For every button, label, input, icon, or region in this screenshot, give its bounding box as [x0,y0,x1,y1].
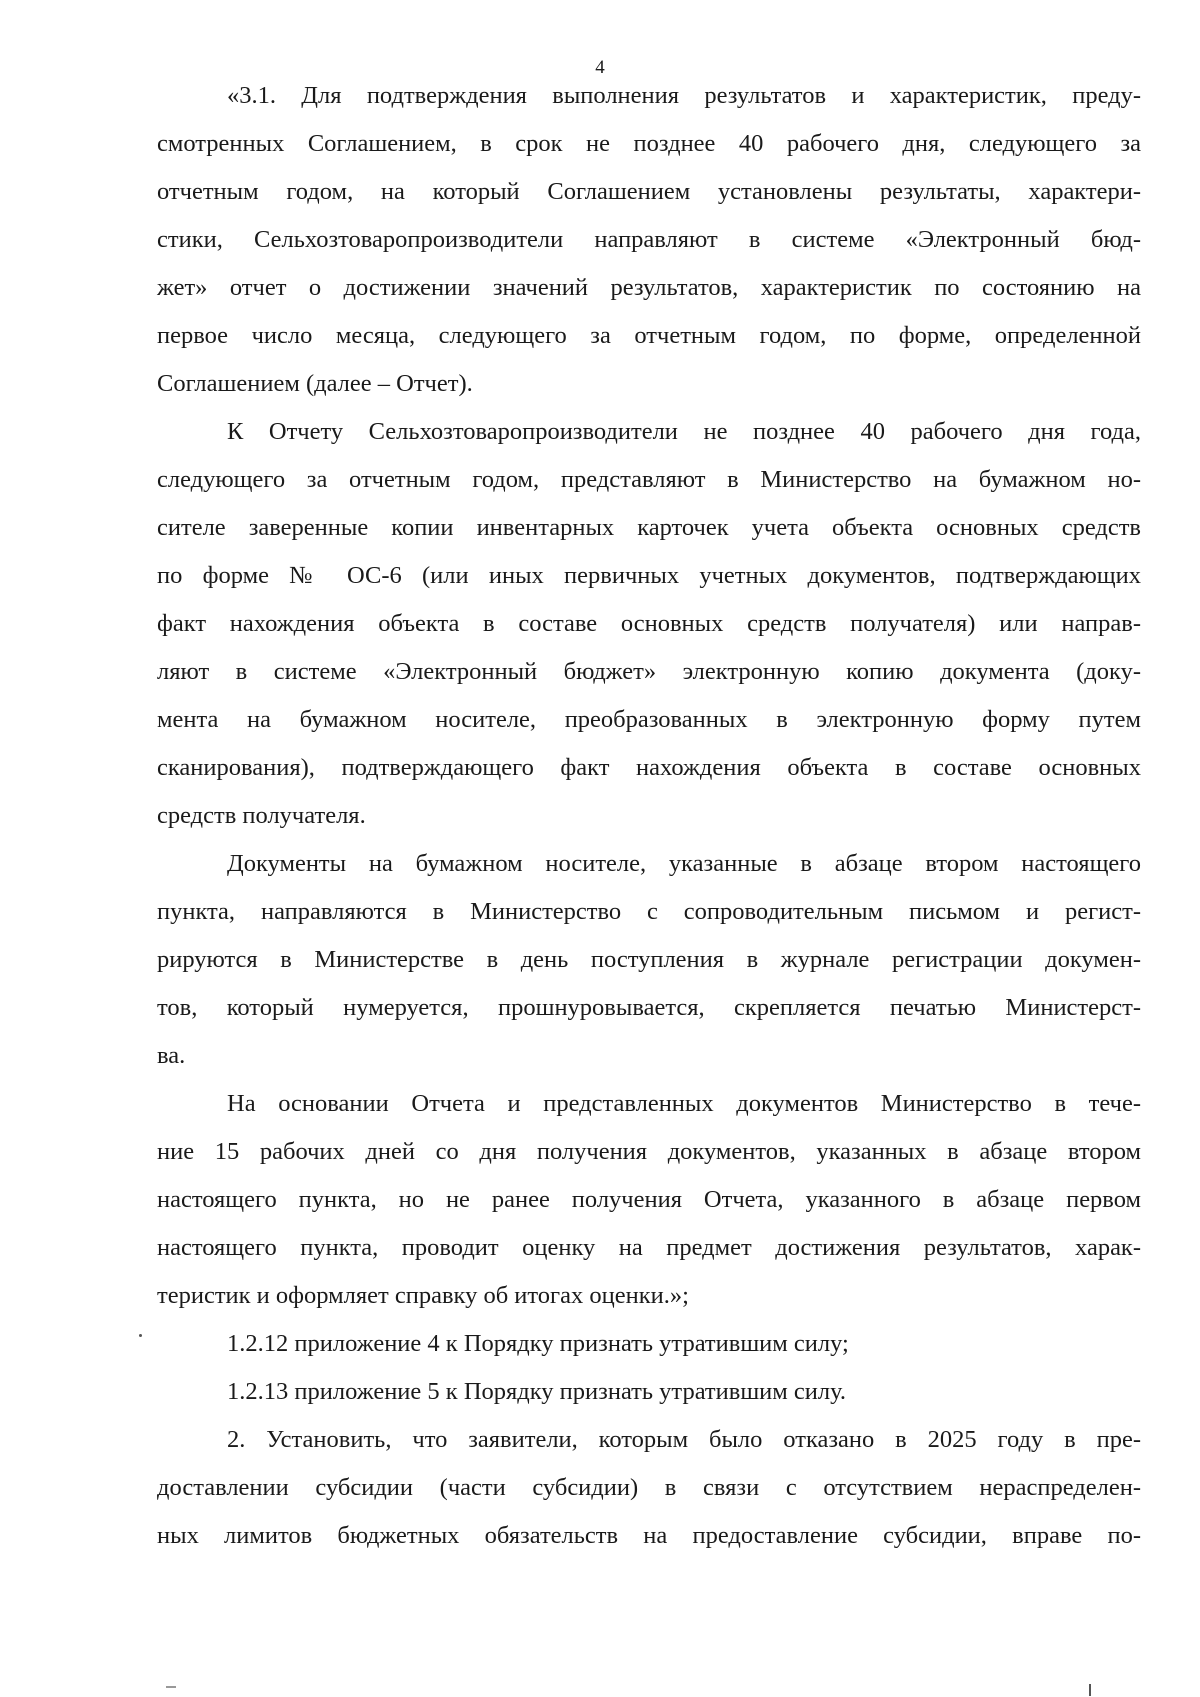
text-line: следующего за отчетным годом, представляют в Министерство на бумажном но- [157,466,1141,493]
text-line: ва. [157,1042,186,1069]
scan-speck [1089,1684,1091,1696]
text-line: Документы на бумажном носителе, указанные в абзаце втором настоящего [227,850,1141,877]
text-line: ляют в системе «Электронный бюджет» электронную копию документа (доку- [157,658,1141,685]
scan-speck [139,1334,142,1337]
text-line: ние 15 рабочих дней со дня получения документов, указанных в абзаце втором [157,1138,1141,1165]
text-line: по форме № ОС-6 (или иных первичных учетных документов, подтверждающих [157,562,1141,589]
text-line: доставлении субсидии (части субсидии) в связи с отсутствием нераспределен- [157,1474,1141,1501]
paragraph [157,408,1141,840]
paragraph [157,1416,1141,1560]
paragraph [157,1320,1141,1368]
document-body [157,72,1141,1560]
text-line: отчетным годом, на который Соглашением установлены результаты, характери- [157,178,1141,205]
paragraph [157,1368,1141,1416]
text-line: настоящего пункта, но не ранее получения Отчета, указанного в абзаце первом [157,1186,1141,1213]
text-line: тов, который нумеруется, прошнуровывается, скрепляется печатью Министерст- [157,994,1141,1021]
paragraph [157,840,1141,1080]
paragraph [157,72,1141,408]
text-line: пункта, направляются в Министерство с сопроводительным письмом и регист- [157,898,1141,925]
text-line: сканирования), подтверждающего факт нахождения объекта в составе основных [157,754,1141,781]
text-line: рируются в Министерстве в день поступления в журнале регистрации докумен- [157,946,1141,973]
text-line: ных лимитов бюджетных обязательств на предоставление субсидии, вправе по- [157,1522,1141,1549]
text-line: сителе заверенные копии инвентарных карточек учета объекта основных средств [157,514,1141,541]
text-line: средств получателя. [157,802,366,829]
text-line: «3.1. Для подтверждения выполнения результатов и характеристик, преду- [227,82,1141,109]
text-line: стики, Сельхозтоваропроизводители направляют в системе «Электронный бюд- [157,226,1141,253]
text-line: На основании Отчета и представленных документов Министерство в тече- [227,1090,1141,1117]
paragraph [157,1080,1141,1320]
text-line: жет» отчет о достижении значений результатов, характеристик по состоянию на [157,274,1141,301]
text-line: Соглашением (далее – Отчет). [157,370,473,397]
text-line: мента на бумажном носителе, преобразованных в электронную форму путем [157,706,1141,733]
text-line: К Отчету Сельхозтоваропроизводители не позднее 40 рабочего дня года, [227,418,1141,445]
text-line: 1.2.13 приложение 5 к Порядку признать утратившим силу. [227,1378,847,1405]
text-line: первое число месяца, следующего за отчетным годом, по форме, определенной [157,322,1141,349]
text-line: факт нахождения объекта в составе основных средств получателя) или направ- [157,610,1141,637]
text-line: смотренных Соглашением, в срок не позднее 40 рабочего дня, следующего за [157,130,1141,157]
text-line: теристик и оформляет справку об итогах оценки.»; [157,1282,689,1309]
text-line: 1.2.12 приложение 4 к Порядку признать утратившим силу; [227,1330,849,1357]
page-number: 4 [595,57,605,78]
text-line: настоящего пункта, проводит оценку на предмет достижения результатов, харак- [157,1234,1141,1261]
scan-speck [166,1686,176,1688]
text-line: 2. Установить, что заявители, которым было отказано в 2025 году в пре- [227,1426,1141,1453]
